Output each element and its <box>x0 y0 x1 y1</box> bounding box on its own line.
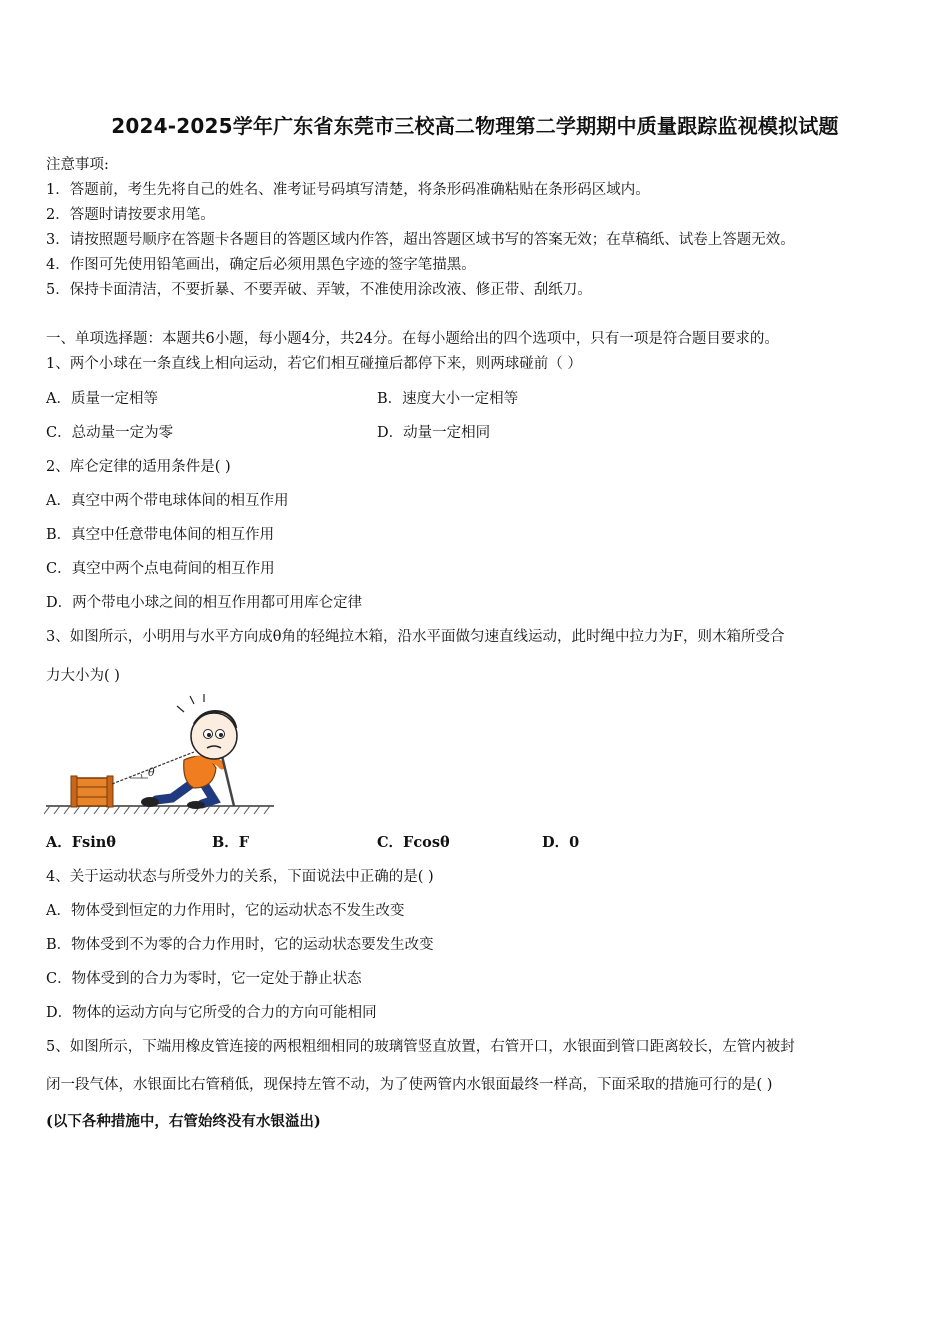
question-4-option-b: B．物体受到不为零的合力作用时，它的运动状态要发生改变 <box>46 937 434 953</box>
section-heading: 一、单项选择题：本题共6小题，每小题4分，共24分。在每小题给出的四个选项中，只有一项是符合题目要求的。 <box>46 331 779 347</box>
question-2-option-b: B．真空中任意带电体间的相互作用 <box>46 527 275 543</box>
notice-item: 2．答题时请按要求用笔。 <box>46 207 215 223</box>
question-4-option-a: A．物体受到恒定的力作用时，它的运动状态不发生改变 <box>46 903 405 919</box>
page-title: 2024-2025学年广东省东莞市三校高二物理第二学期期中质量跟踪监视模拟试题 <box>111 114 839 138</box>
wooden-box <box>71 776 113 807</box>
question-2-option-c: C．真空中两个点电荷间的相互作用 <box>46 561 275 577</box>
question-3-option-d: D．0 <box>542 834 580 851</box>
theta-label: θ <box>148 766 155 779</box>
question-1-option-c: C．总动量一定为零 <box>46 425 174 441</box>
question-1-option-d: D．动量一定相同 <box>377 425 491 441</box>
notice-item: 5．保持卡面清洁，不要折暴、不要弄破、弄皱，不准使用涂改液、修正带、刮纸刀。 <box>46 282 592 298</box>
notice-item: 4．作图可先使用铅笔画出，确定后必须用黑色字迹的签字笔描黑。 <box>46 257 476 273</box>
question-3-stem: 3、如图所示，小明用与水平方向成θ角的轻绳拉木箱，沿水平面做匀速直线运动，此时绳中拉力为F，则木箱所受合 <box>46 629 785 645</box>
question-1-stem: 1、两个小球在一条直线上相向运动，若它们相互碰撞后都停下来，则两球碰前（ ） <box>46 356 582 372</box>
question-3-stem-cont: 力大小为( ) <box>46 668 120 684</box>
notice-item: 3．请按照题号顺序在答题卡各题目的答题区域内作答，超出答题区域书写的答案无效；在草稿纸、试卷上答题无效。 <box>46 232 795 248</box>
question-3-option-a: A．Fsinθ <box>46 834 116 851</box>
question-5-stem: 5、如图所示，下端用橡皮管连接的两根粗细相同的玻璃管竖直放置，右管开口，水银面到管口距离较长，左管内被封 <box>46 1039 795 1055</box>
question-1-option-b: B．速度大小一定相等 <box>377 391 519 407</box>
question-3-option-c: C．Fcosθ <box>377 834 450 851</box>
question-2-stem: 2、库仑定律的适用条件是( ) <box>46 459 231 475</box>
question-2-option-a: A．真空中两个带电球体间的相互作用 <box>46 493 289 509</box>
question-4-stem: 4、关于运动状态与所受外力的关系，下面说法中正确的是( ) <box>46 869 434 885</box>
boy-figure <box>141 694 237 809</box>
question-1-option-a: A．质量一定相等 <box>46 391 158 407</box>
notice-item: 1．答题前，考生先将自己的姓名、准考证号码填写清楚，将条形码准确粘贴在条形码区域内。 <box>46 182 650 198</box>
question-5-stem-cont: 闭一段气体，水银面比右管稍低，现保持左管不动，为了使两管内水银面最终一样高，下面采取的措施可行的是( ) <box>46 1077 773 1093</box>
question-5-note: (以下各种措施中，右管始终没有水银溢出) <box>46 1113 321 1130</box>
question-2-option-d: D．两个带电小球之间的相互作用都可用库仑定律 <box>46 595 363 611</box>
question-3-option-b: B．F <box>212 834 250 851</box>
question-4-option-c: C．物体受到的合力为零时，它一定处于静止状态 <box>46 971 362 987</box>
notice-heading: 注意事项: <box>46 157 109 173</box>
question-4-option-d: D．物体的运动方向与它所受的合力的方向可能相同 <box>46 1005 377 1021</box>
boy-pulling-box-figure <box>44 694 276 818</box>
